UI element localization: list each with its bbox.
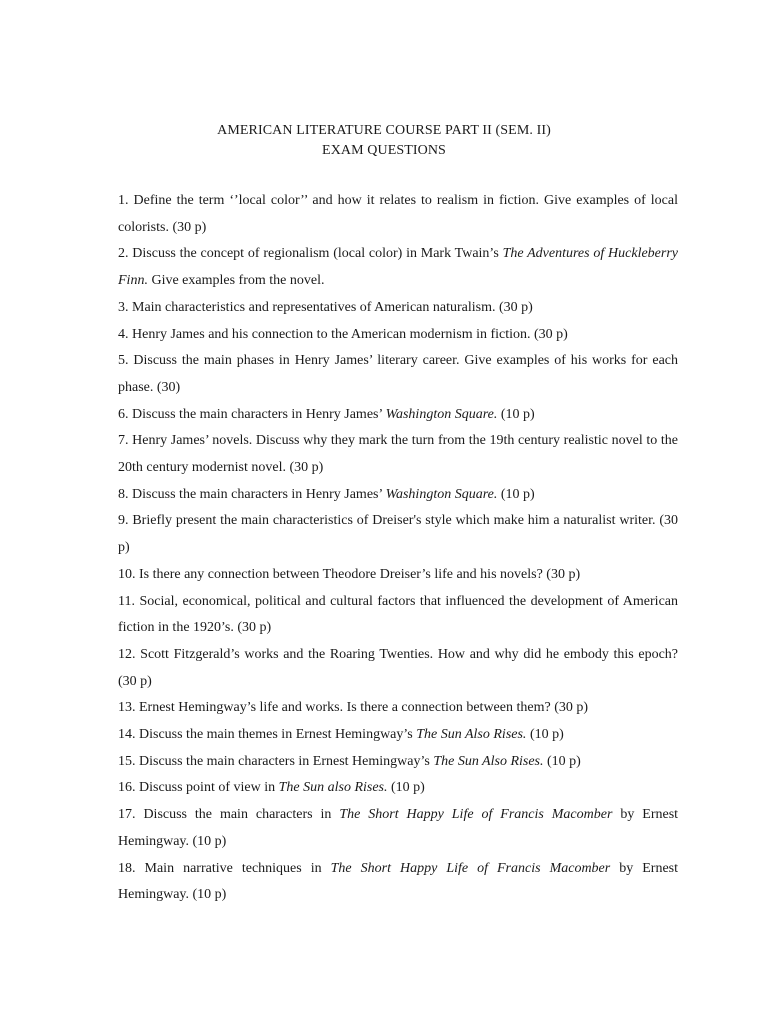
question-number: 16.	[118, 780, 136, 796]
question-text: Discuss the main phases in Henry James’ literary career. Give examples of his works for each phase. (30)	[118, 353, 678, 395]
question-item	[118, 295, 678, 322]
question-item	[118, 802, 678, 855]
question-text: Ernest Hemingway’s life and works. Is there a connection between them? (30 p)	[139, 700, 589, 716]
question-number: 10.	[118, 566, 136, 582]
question-number: 6.	[118, 406, 129, 422]
question-item	[118, 749, 678, 776]
question-number: 3.	[118, 299, 129, 315]
question-list	[118, 188, 678, 909]
question-item	[118, 562, 678, 589]
question-number: 15.	[118, 753, 136, 769]
question-item	[118, 428, 678, 481]
question-text: (10 p)	[497, 486, 535, 502]
question-text: Give examples from the novel.	[147, 273, 325, 289]
document-subtitle: EXAM QUESTIONS	[322, 142, 446, 158]
question-text: Define the term ‘’local color’’ and how it relates to realism in fiction. Give examples of local colorists. (30 p)	[118, 193, 678, 235]
question-title-italic: The Sun Also Rises.	[416, 727, 527, 743]
question-number: 2.	[118, 246, 129, 262]
document-title: AMERICAN LITERATURE COURSE PART II (SEM. II)	[217, 123, 551, 138]
question-number: 8.	[118, 486, 129, 502]
question-text: (10 p)	[387, 780, 425, 796]
question-number: 18.	[118, 860, 136, 876]
document-header	[0, 121, 768, 160]
question-text: Henry James and his connection to the American modernism in fiction. (30 p)	[132, 326, 568, 342]
question-text: Main narrative techniques in	[144, 860, 331, 876]
question-text: Discuss the main characters in Henry James’	[132, 486, 386, 502]
question-text: Main characteristics and representatives of American naturalism. (30 p)	[132, 299, 533, 315]
question-text: (10 p)	[543, 753, 581, 769]
question-text: Social, economical, political and cultural factors that influenced the development of American fiction in the 1920’s. (30 p)	[118, 593, 678, 636]
question-item	[118, 348, 678, 401]
question-text: Scott Fitzgerald’s works and the Roaring Twenties. How and why did he embody this epoch? (30 p)	[118, 646, 678, 689]
question-number: 17.	[118, 807, 136, 823]
question-title-italic: Washington Square.	[385, 406, 498, 422]
question-item	[118, 695, 678, 722]
question-item	[118, 642, 678, 695]
question-item	[118, 188, 678, 241]
question-item	[118, 322, 678, 349]
question-item	[118, 722, 678, 749]
question-number: 7.	[118, 433, 129, 449]
question-text: Discuss the main characters in Henry James’	[132, 406, 386, 422]
question-number: 13.	[118, 700, 136, 716]
question-text: Briefly present the main characteristics of Dreiser's style which make him a naturalist writer. (30 p)	[118, 513, 678, 556]
question-title-italic: The Short Happy Life of Francis Macomber	[339, 807, 613, 823]
question-item	[118, 856, 678, 909]
question-item	[118, 402, 678, 429]
question-text: (10 p)	[497, 406, 535, 422]
question-number: 1.	[118, 193, 129, 208]
question-number: 14.	[118, 727, 136, 743]
question-number: 11.	[118, 593, 135, 609]
question-title-italic: Washington Square.	[385, 486, 498, 502]
question-item	[118, 241, 678, 294]
question-text: Discuss the main characters in	[143, 807, 340, 823]
question-number: 4.	[118, 326, 129, 342]
question-text: Is there any connection between Theodore Dreiser’s life and his novels? (30 p)	[139, 566, 581, 582]
question-title-italic: The Short Happy Life of Francis Macomber	[330, 860, 611, 876]
question-number: 9.	[118, 513, 129, 529]
question-item	[118, 482, 678, 509]
question-text: (10 p)	[526, 727, 564, 743]
question-number: 5.	[118, 353, 129, 369]
question-item	[118, 589, 678, 642]
question-item	[118, 508, 678, 561]
question-title-italic: The Adventures of Huckleberry Finn.	[118, 246, 679, 289]
question-text: Henry James’ novels. Discuss why they mark the turn from the 19th century realistic novel to the 20th century modernist novel. (30 p)	[118, 433, 678, 476]
question-text: Discuss point of view in	[139, 780, 279, 796]
question-text: by Ernest Hemingway. (10 p)	[118, 860, 679, 903]
question-text: Discuss the main characters in Ernest Hemingway’s	[139, 753, 434, 769]
question-title-italic: The Sun Also Rises.	[433, 753, 544, 769]
question-text: Discuss the concept of regionalism (local color) in Mark Twain’s	[132, 246, 503, 262]
question-number: 12.	[118, 646, 136, 662]
question-text: Discuss the main themes in Ernest Hemingway’s	[139, 727, 417, 743]
question-title-italic: The Sun also Rises.	[278, 780, 388, 796]
question-item	[118, 775, 678, 802]
question-text: by Ernest Hemingway. (10 p)	[118, 807, 679, 849]
